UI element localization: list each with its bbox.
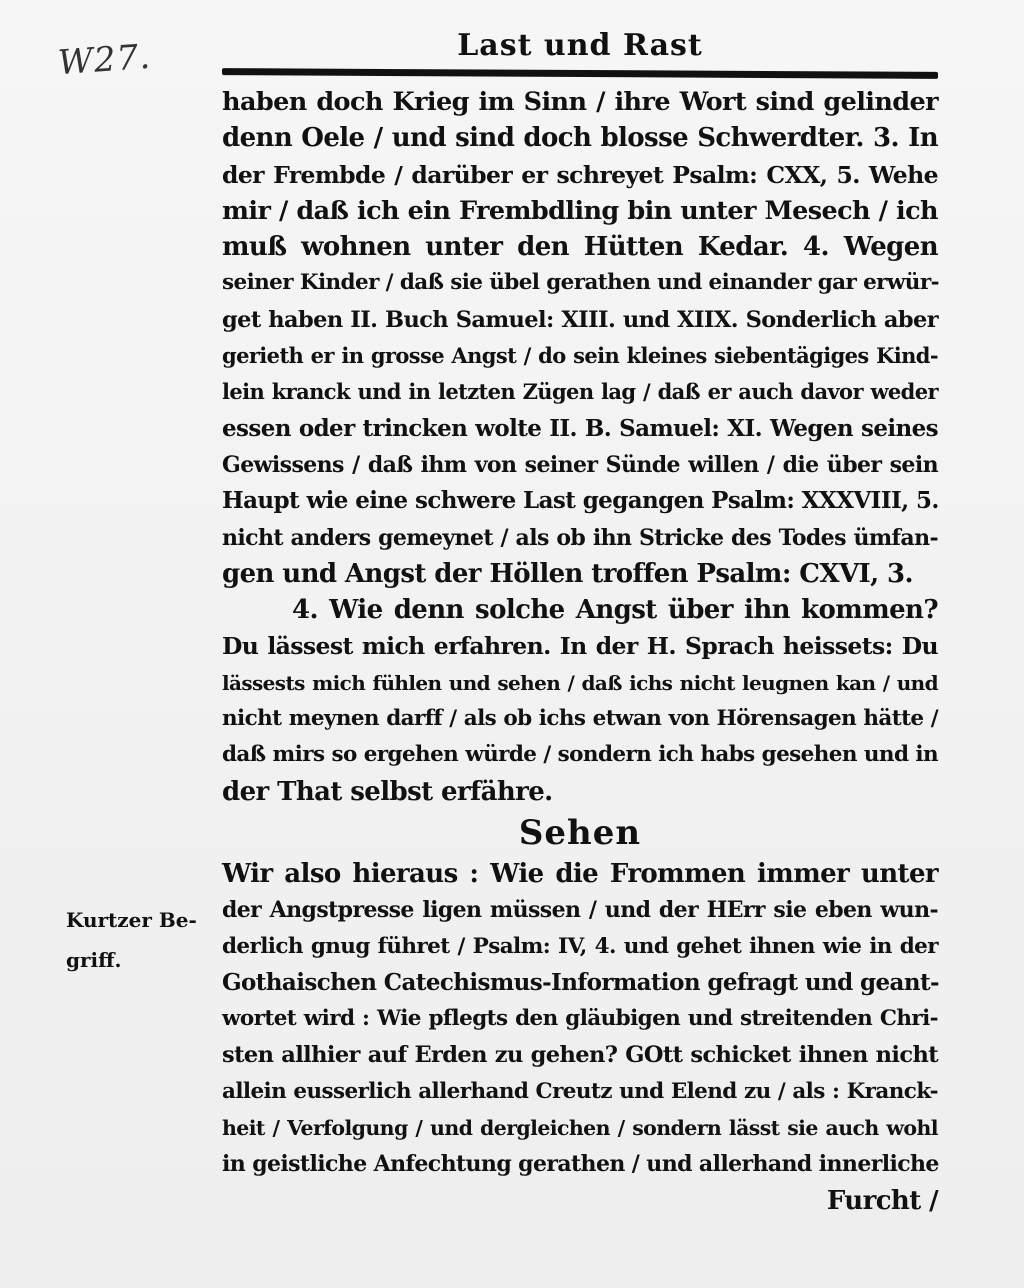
text-line: der Frembde / darüber er schreyet Psalm: CXX, 5. Wehe [222,160,938,189]
text-line: Wir also hieraus : Wie die Frommen immer unter [222,858,938,889]
text-line: Du lässest mich erfahren. In der H. Sprach heissets: Du [222,632,938,661]
header-rule [222,68,938,79]
text-line: derlich gnug führet / Psalm: IV, 4. und gehet ihnen wie in der [222,933,938,959]
running-head: Last und Rast [457,28,703,63]
text-line: Gewissens / daß ihm von seiner Sünde willen / die über sein [222,451,938,478]
text-line: gen und Angst der Höllen troffen Psalm: CXVI, 3. [222,558,913,589]
text-line: heit / Verfolgung / und dergleichen / sondern lässt sie auch wohl [222,1116,938,1141]
body-text [222,84,938,1219]
text-line: lässests mich fühlen und sehen / daß ichs nicht leugnen kan / und [222,670,938,695]
text-line: Gothaischen Catechismus-Information gefragt und geant- [222,968,939,996]
catchword: Furcht / [826,1185,938,1216]
text-line: allein eusserlich allerhand Creutz und Elend zu / als : Kranck- [222,1078,938,1104]
text-line: in geistliche Anfechtung gerathen / und allerhand innerliche [222,1151,939,1178]
text-line: sten allhier auf Erden zu gehen? GOtt schicket ihnen nicht [222,1042,938,1069]
text-line: essen oder trincken wolte II. B. Samuel: XI. Wegen seines [222,414,938,442]
text-line: wortet wird : Wie pflegts den gläubigen und streitenden Chri- [222,1006,938,1032]
text-line: der That selbst erfähre. [222,776,553,807]
text-line: der Angstpresse ligen müssen / und der HErr sie eben wun- [222,897,938,924]
text-line: seiner Kinder / daß sie übel gerathen und einander gar erwür- [222,270,939,296]
text-line: gerieth er in grosse Angst / do sein kleines siebentägiges Kind- [222,343,938,369]
text-line: nicht anders gemeynet / als ob ihn Stricke des Todes ümfan- [222,524,938,551]
text-line: Haupt wie eine schwere Last gegangen Psalm: XXXVIII, 5. [222,487,939,515]
margin-note-line: griff. [66,948,122,972]
question-line: 4. Wie denn solche Angst über ihn kommen? [292,595,938,626]
text-line: muß wohnen unter den Hütten Kedar. 4. Wegen [222,232,938,263]
text-line: get haben II. Buch Samuel: XIII. und XIIX. Sonderlich aber [222,306,938,333]
text-line: daß mirs so ergehen würde / sondern ich habs gesehen und in [222,742,938,768]
text-line: mir / daß ich ein Frembdling bin unter Mesech / ich [222,195,938,226]
text-line: lein kranck und in letzten Zügen lag / daß er auch davor weder [222,379,938,405]
text-line: nicht meynen darff / als ob ichs etwan von Hörensagen hätte / [222,706,938,732]
text-line: denn Oele / und sind doch blosse Schwerdter. 3. In [222,123,938,154]
margin-note-line: Kurtzer Be- [66,908,197,932]
section-heading: Sehen [518,812,642,853]
handwritten-shelfmark: W27. [56,36,153,84]
margin-note [66,900,206,980]
text-line: haben doch Krieg im Sinn / ihre Wort sind gelinder [222,87,938,117]
